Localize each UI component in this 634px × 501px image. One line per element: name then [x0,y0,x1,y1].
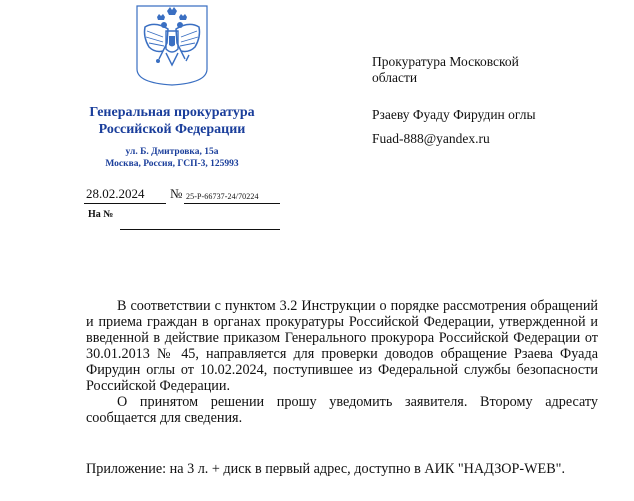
russian-coat-of-arms-icon [133,3,211,87]
body-paragraph-2: О принятом решении прошу уведомить заявителя. Второму адресату сообщается для сведения. [86,394,598,426]
sender-address [60,146,284,170]
outgoing-date: 28.02.2024 [86,186,145,201]
recipient-person-email: Fuad-888@yandex.ru [372,131,490,146]
sender-address-line1: ул. Б. Дмитровка, 15а [125,147,219,157]
recipient1-line2: области [372,70,418,85]
sender-name-line1: Генеральная прокуратура [89,105,255,120]
letter-body [86,298,598,426]
body-paragraph-1: В соответствии с пунктом 3.2 Инструкции о порядке рассмотрения обращений и приема граждан в органах прокуратуры Российской Федерации, утвержденной и введенной в действие приказом Генерального прокурора Российской Федерации от 30.01.2013 № 45, направляется для проверки доводов обращение Рзаева Фуада Фирудин оглы от 10.02.2024, поступившее из Федеральной службы безопасности Российской Федерации. [86,298,598,394]
number-sign: № [170,186,183,201]
reply-to-label: На № [88,209,114,220]
date-underline [84,203,166,204]
sender-name-line2: Российской Федерации [98,122,246,137]
reply-to-underline [120,229,280,230]
recipient1-line1: Прокуратура Московской [372,54,519,69]
recipient-person-name: Рзаеву Фуаду Фирудин оглы [372,107,536,122]
number-underline [184,203,280,204]
outgoing-number: 25-Р-66737-24/70224 [186,192,259,201]
sender-address-line2: Москва, Россия, ГСП-3, 125993 [105,159,239,169]
recipient-prosecutor-office [372,54,592,86]
sender-organization [60,104,284,138]
attachment-note: Приложение: на 3 л. + диск в первый адрес, доступно в АИК "НАДЗОР-WEB". [86,461,566,477]
